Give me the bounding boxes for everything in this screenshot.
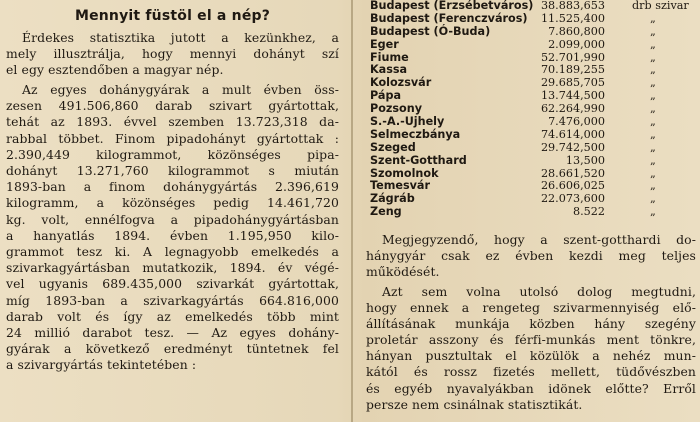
factory-city: Budapest (Ó-Buda)	[370, 24, 491, 38]
unit-label: „	[650, 63, 656, 77]
unit-label: „	[650, 89, 656, 103]
text-line: 24 millió darabot tesz. — Az egyes dohány-	[6, 325, 339, 341]
text-line: a szivargyártás tekintetében :	[6, 357, 197, 373]
cigar-count: 38.883,653	[540, 0, 605, 12]
text-line: zesen 491.506,860 darab szivart gyártottak,	[6, 98, 339, 114]
text-line: dohányt 13.271,760 kilogrammot s miután	[6, 163, 339, 179]
text-line: 2.390,449 kilogrammot, közönséges pipa-	[6, 146, 339, 162]
text-line: kilogramm, a közönséges pedig 14.461,720	[6, 195, 339, 211]
text-line: hányan pusztultak el közülök a nehéz mun-	[366, 348, 696, 364]
unit-label: „	[650, 127, 656, 141]
cigar-count: 29.742,500	[540, 140, 605, 154]
text-line: Megjegyzendő, hogy a szent-gotthardi do-	[382, 232, 696, 247]
table-row	[370, 155, 700, 168]
factory-city: Fiume	[370, 50, 409, 64]
note-paragraph	[366, 232, 696, 280]
text-line: Azt sem volna utolsó dolog megtudni,	[382, 284, 696, 299]
unit-label: „	[650, 179, 656, 193]
unit-label: „	[650, 102, 656, 116]
closing-paragraph	[366, 284, 696, 413]
unit-label: „	[650, 50, 656, 64]
cigar-count: 13,500	[565, 153, 605, 167]
text-line: gyárak a következő eredményt tüntetnek fel	[6, 341, 339, 357]
cigar-count: 8.522	[572, 205, 605, 219]
unit-label: „	[650, 153, 656, 167]
unit-label: drb szivar	[632, 0, 689, 12]
cigar-count: 26.606,025	[540, 179, 605, 193]
table-row	[370, 116, 700, 129]
factory-city: Budapest (Ferenczváros)	[370, 11, 528, 25]
cigar-count: 2.099,000	[548, 37, 605, 51]
unit-label: „	[650, 205, 656, 219]
factory-city: Szent-Gotthard	[370, 153, 467, 167]
unit-label: „	[650, 37, 656, 51]
factory-city: Selmeczbánya	[370, 127, 461, 141]
factory-table	[370, 0, 700, 219]
text-line: hogy ennek a rengeteg szivarmennyiség elő-	[366, 300, 696, 316]
factory-city: Pozsony	[370, 102, 422, 116]
cigar-count: 29.685,705	[540, 76, 605, 90]
cigar-count: 70.189,255	[540, 63, 605, 77]
cigar-count: 13.744,500	[540, 89, 605, 103]
unit-label: „	[650, 115, 656, 129]
factory-city: Szomolnok	[370, 166, 439, 180]
text-line: mely illusztrálja, hogy mennyi dohányt szí	[6, 46, 339, 62]
text-line: persze nem csinálnak statisztikát.	[366, 396, 583, 412]
text-line: Az egyes dohánygyárak a mult évben öss-	[22, 82, 339, 97]
text-line: grammot tesz ki. A legnagyobb emelkedés a	[6, 244, 339, 260]
table-row	[370, 129, 700, 142]
factory-city: Eger	[370, 37, 399, 51]
cigar-count: 7.476,000	[548, 115, 605, 129]
table-row	[370, 26, 700, 39]
unit-label: „	[650, 166, 656, 180]
text-line: működését.	[366, 264, 440, 280]
text-line: Érdekes statisztika jutott a kezünkhez, a	[22, 30, 339, 45]
text-line: és egyéb nyavalyákban idönek előtte? Erről	[366, 380, 696, 396]
text-line: tehát az 1893. évvel szemben 13.723,318 da-	[6, 114, 339, 130]
statistics-paragraph	[6, 82, 339, 374]
factory-city: Szeged	[370, 140, 416, 154]
cigar-count: 7.860,800	[548, 24, 605, 38]
text-line: darab volt és így az emelkedés több mint	[6, 308, 339, 324]
unit-label: „	[650, 24, 656, 38]
factory-city: Kassa	[370, 63, 408, 77]
text-line: rabbal többet. Finom pipadohányt gyártottak :	[6, 130, 339, 146]
table-row	[370, 142, 700, 155]
factory-city: Budapest (Erzsébetváros)	[370, 0, 534, 12]
table-row	[370, 0, 700, 13]
cigar-count: 74.614,000	[540, 127, 605, 141]
text-line: kg. volt, ennélfogva a pipadohánygyártásban	[6, 211, 339, 227]
cigar-count: 22.073,600	[540, 192, 605, 206]
unit-label: „	[650, 192, 656, 206]
text-line: 1893-ban a finom dohánygyártás 2.396,619	[6, 179, 339, 195]
text-line: szivarkagyártásban mutatkozik, 1894. év végé-	[6, 260, 339, 276]
text-line: el egy esztendőben a magyar nép.	[6, 62, 224, 78]
text-line: míg 1893-ban a szivarkagyártás 664.816,000	[6, 292, 339, 308]
text-line: hánygyár csak ez évben kezdi meg teljes	[366, 248, 696, 264]
factory-city: Pápa	[370, 89, 402, 103]
text-line: proletár asszony és férfi-munkás ment tönkre,	[366, 332, 696, 348]
text-line: állításának munkája közben hány szegény	[366, 316, 696, 332]
factory-city: Zágráb	[370, 192, 415, 206]
factory-city: Kolozsvár	[370, 76, 432, 90]
table-row	[370, 13, 700, 26]
column-divider	[351, 0, 353, 422]
text-line: kától és rossz fizetés mellett, tüdővészben	[366, 364, 696, 380]
unit-label: „	[650, 11, 656, 25]
factory-city: Temesvár	[370, 179, 430, 193]
unit-label: „	[650, 76, 656, 90]
factory-city: Zeng	[370, 205, 402, 219]
table-row	[370, 39, 700, 52]
unit-label: „	[650, 140, 656, 154]
cigar-count: 62.264,990	[540, 102, 605, 116]
article-title: Mennyit füstöl el a nép?	[74, 8, 271, 24]
cigar-count: 52.701,990	[540, 50, 605, 64]
table-row	[370, 206, 700, 219]
cigar-count: 28.661,520	[540, 166, 605, 180]
cigar-count: 11.525,400	[540, 11, 605, 25]
text-line: vel ugyanis 689.435,000 szivarkát gyártottak,	[6, 276, 339, 292]
intro-paragraph	[6, 30, 339, 79]
factory-city: S.-A.-Ujhely	[370, 115, 445, 129]
text-line: a hanyatlás 1894. évben 1.195,950 kilo-	[6, 227, 339, 243]
